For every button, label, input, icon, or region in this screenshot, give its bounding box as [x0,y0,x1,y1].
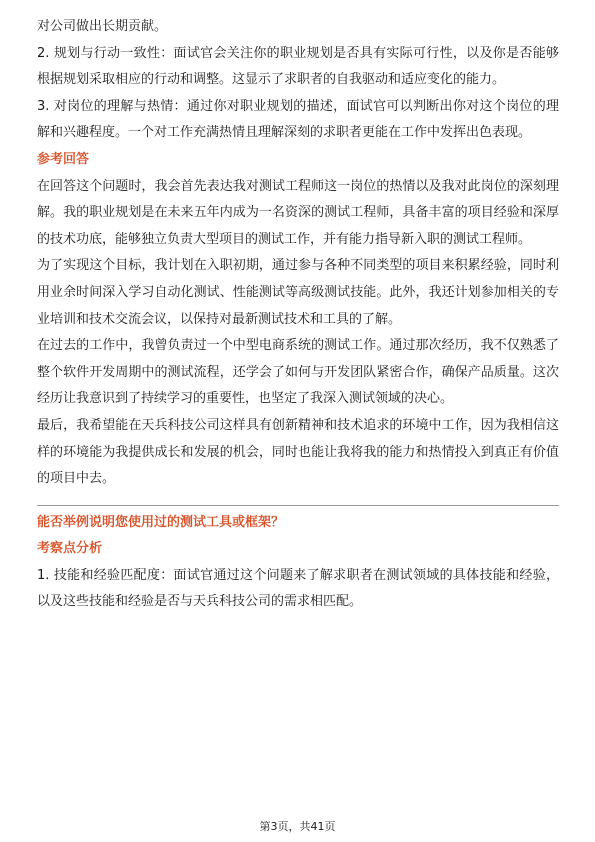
document-page [37,14,559,616]
answer-paragraph-2: 为了实现这个目标，我计划在入职初期，通过参与各种不同类型的项目来积累经验，同时利用业余时间深入学习自动化测试、性能测试等高级测试技能。此外，我还计划参加相关的专业培训和技术交流会议，以保持对最新测试技术和工具的了解。 [37,258,559,327]
answer-paragraph-1: 在回答这个问题时，我会首先表达我对测试工程师这一岗位的热情以及我对此岗位的深刻理解。我的职业规划是在未来五年内成为一名资深的测试工程师，具备丰富的项目经验和深厚的技术功底，能够独立负责大型项目的测试工作，并有能力指导新入职的测试工程师。 [37,178,559,247]
analysis-point-1: 1. 技能和经验匹配度：面试官通过这个问题来了解求职者在测试领域的具体技能和经验，以及这些技能和经验是否与天兵科技公司的需求相匹配。 [37,567,559,610]
answer-paragraph-3: 在过去的工作中，我曾负责过一个中型电商系统的测试工作。通过那次经历，我不仅熟悉了整个软件开发周期中的测试流程，还学会了如何与开发团队紧密合作，确保产品质量。这次经历让我意识到了持续学习的重要性，也坚定了我深入测试领域的决心。 [37,338,559,407]
intro-point-3: 3. 对岗位的理解与热情：通过你对职业规划的描述，面试官可以判断出你对这个岗位的理解和兴趣程度。一个对工作充满热情且理解深刻的求职者更能在工作中发挥出色表现。 [37,98,559,141]
page-footer: 第3页，共41页 [259,820,336,833]
intro-point-2: 2. 规划与行动一致性：面试官会关注你的职业规划是否具有实际可行性，以及你是否能够根据规划采取相应的行动和调整。这显示了求职者的自我驱动和适应变化的能力。 [37,45,559,88]
analysis-section-title: 考察点分析 [37,541,103,557]
question-title: 能否举例说明您使用过的测试工具或框架？ [37,514,285,530]
answer-paragraph-4: 最后，我希望能在天兵科技公司这样具有创新精神和技术追求的环境中工作，因为我相信这样的环境能为我提供成长和发展的机会，同时也能让我将我的能力和热情投入到真正有价值的项目中去。 [37,417,559,487]
section-divider [37,505,559,506]
intro-continuation: 对公司做出长期贡献。 [37,19,168,34]
answer-section-title: 参考回答 [37,151,90,167]
